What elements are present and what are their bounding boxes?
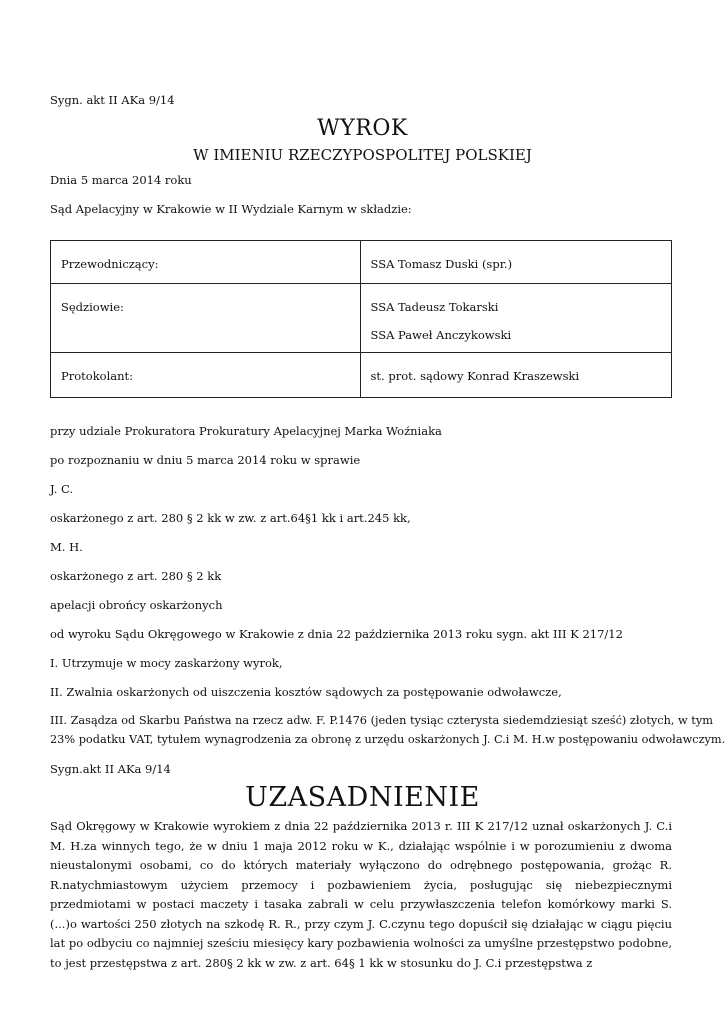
court-composition-table	[50, 240, 672, 398]
defendant-charge: oskarżonego z art. 280 § 2 kk w zw. z art.64§1 kk i art.245 kk,	[50, 511, 411, 525]
defendant-name: J. C.	[50, 482, 74, 496]
appeal-line: apelacji obrońcy oskarżonych	[50, 598, 223, 612]
document-subtitle: W IMIENIU RZECZYPOSPOLITEJ POLSKIEJ	[193, 146, 532, 164]
ruling-point-3-line2: 23% podatku VAT, tytułem wynagrodzenia za obronę z urzędu oskarżonych J. C.i M. H.w postępowaniu odwoławczym.	[50, 733, 725, 746]
case-signature: Sygn. akt II AKa 9/14	[50, 93, 175, 107]
table-row	[51, 284, 672, 353]
defendant-name: M. H.	[50, 540, 83, 554]
member-name: SSA Tomasz Duski (spr.)	[370, 257, 513, 271]
role-label: Protokolant:	[61, 369, 134, 383]
reasoning-paragraph: Sąd Okręgowy w Krakowie wyrokiem z dnia 22 października 2013 r. III K 217/12 uznał oskarżonych J. C.i M. H.za winnych tego, że w dniu 1 maja 2012 roku w K., działając wspólnie i w porozumieniu z dwoma nieustalonymi osobami, co do których materiały wyłączono do odrębnego postępowania, grożąc R. R.natychmiastowym użyciem przemocy i pozbawieniem życia, posługując się niebezpiecznymi przedmiotami w postaci maczety i tasaka zabrali w celu przywłaszczenia telefon komórkowy marki S. (...)o wartości 250 złotych na szkodę R. R., przy czym J. C.czynu tego dopuścił się działając w ciągu pięciu lat po odbyciu co najmniej sześciu miesięcy kary pozbawienia wolności za umyślne przestępstwo podobne, to jest przestępstwa z art. 280§ 2 kk w zw. z art. 64§ 1 kk w stosunku do J. C.i przestępstwa z	[50, 819, 672, 970]
judgment-reference: od wyroku Sądu Okręgowego w Krakowie z dnia 22 października 2013 roku sygn. akt III K 217/12	[50, 627, 623, 641]
court-composition-intro: Sąd Apelacyjny w Krakowie w II Wydziale Karnym w składzie:	[50, 202, 412, 216]
table-row	[51, 353, 672, 398]
ruling-point-1: I. Utrzymuje w mocy zaskarżony wyrok,	[50, 656, 283, 670]
document-title: WYROK	[317, 116, 408, 141]
prosecutor-line: przy udziale Prokuratora Prokuratury Apelacyjnej Marka Woźniaka	[50, 424, 442, 438]
table-row	[51, 241, 672, 284]
reasoning-title: UZASADNIENIE	[245, 782, 480, 813]
reasoning-signature: Sygn.akt II AKa 9/14	[50, 762, 171, 776]
member-name: SSA Paweł Anczykowski	[370, 328, 512, 342]
judgment-date: Dnia 5 marca 2014 roku	[50, 173, 192, 187]
member-name: SSA Tadeusz Tokarski	[370, 300, 499, 314]
hearing-line: po rozpoznaniu w dniu 5 marca 2014 roku w sprawie	[50, 453, 361, 467]
member-name: st. prot. sądowy Konrad Kraszewski	[370, 369, 580, 383]
role-label: Przewodniczący:	[61, 257, 159, 271]
role-label: Sędziowie:	[61, 300, 124, 314]
ruling-point-3-line1: III. Zasądza od Skarbu Państwa na rzecz adw. F. P.1476 (jeden tysiąc czterysta siedemdziesiąt sześć) złotych, w tym	[50, 714, 713, 727]
ruling-point-2: II. Zwalnia oskarżonych od uiszczenia kosztów sądowych za postępowanie odwoławcze,	[50, 685, 562, 699]
defendant-charge: oskarżonego z art. 280 § 2 kk	[50, 569, 222, 583]
